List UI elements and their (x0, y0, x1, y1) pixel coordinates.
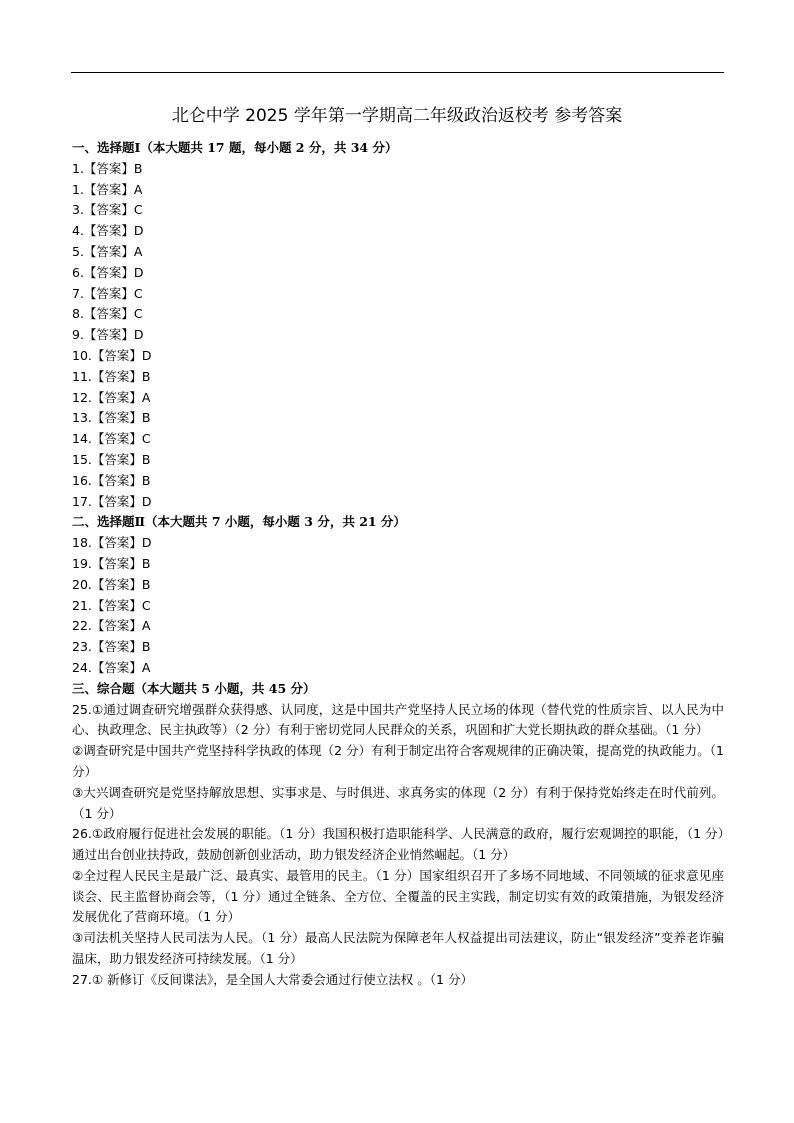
answer-item: 18.【答案】D (72, 535, 152, 551)
answer-item: 21.【答案】C (72, 597, 151, 613)
section-heading-comprehensive: 三、综合题（本大题共 5 小题，共 45 分） (72, 680, 316, 696)
answer-paragraph: ②调查研究是中国共产党坚持科学执政的体现（2 分）有利于制定出符合客观规律的正确决策，提高党的执政能力。（1 分） (72, 743, 724, 779)
answer-item: 5.【答案】A (72, 243, 143, 259)
answer-item: 19.【答案】B (72, 555, 151, 571)
answer-item: 17.【答案】D (72, 493, 152, 509)
answer-item: 4.【答案】D (72, 223, 144, 239)
section-heading-choice-2: 二、选择题Ⅱ（本大题共 7 小题，每小题 3 分，共 21 分） (72, 514, 406, 530)
answer-item: 14.【答案】C (72, 431, 151, 447)
answer-item: 3.【答案】C (72, 202, 143, 218)
answer-item: 7.【答案】C (72, 285, 143, 301)
answer-item: 16.【答案】B (72, 472, 151, 488)
section-heading-choice-1: 一、选择题Ⅰ（本大题共 17 题，每小题 2 分，共 34 分） (72, 140, 398, 155)
answer-item: 10.【答案】D (72, 347, 152, 363)
answer-item: 13.【答案】B (72, 410, 151, 426)
answer-item: 15.【答案】B (72, 451, 151, 467)
answer-paragraph: 27.① 新修订《反间谍法》，是全国人大常委会通过行使立法权 。（1 分） (72, 971, 473, 987)
answer-item: 8.【答案】C (72, 306, 143, 322)
answer-item: 20.【答案】B (72, 576, 151, 592)
answer-paragraph: ③大兴调查研究是党坚持解放思想、实事求是、与时俱进、求真务实的体现（2 分）有利于保持党始终走在时代前列。（1 分） (72, 784, 724, 821)
answer-item: 12.【答案】A (72, 389, 151, 405)
answer-paragraph: 25.①通过调查研究增强群众获得感、认同度，这是中国共产党坚持人民立场的体现（替代党的性质宗旨、以人民为中心、执政理念、民主执政等）（2 分）有利于密切党同人民群众的关系，巩固和扩大党长期执政的群众基础。（1 分） (72, 701, 724, 738)
answer-paragraph: 26.①政府履行促进社会发展的职能。（1 分）我国积极打造职能科学、人民满意的政府，履行宏观调控的职能，（1 分）通过出台创业扶持政，鼓励创新创业活动，助力银发经济企业悄然崛起。（1 分） (72, 826, 724, 863)
answer-key-body (72, 138, 724, 991)
answer-item: 11.【答案】B (72, 368, 151, 384)
answer-item: 9.【答案】D (72, 327, 144, 343)
answer-item: 22.【答案】A (72, 618, 151, 634)
header-rule (71, 72, 724, 73)
answer-item: 1.【答案】B (72, 160, 143, 176)
answer-item: 1.【答案】A (72, 181, 143, 197)
answer-item: 6.【答案】D (72, 264, 144, 280)
page-title: 北仑中学 2025 学年第一学期高二年级政治返校考 参考答案 (171, 106, 623, 126)
answer-paragraph: ②全过程人民民主是最广泛、最真实、最管用的民主。（1 分）国家组织召开了多场不同地域、不同领域的征求意见座谈会、民主监督协商会等，（1 分）通过全链条、全方位、全覆盖的民主实践，制定切实有效的政策措施，为银发经济发展优化了营商环境。（1 分） (72, 867, 724, 925)
answer-item: 24.【答案】A (72, 659, 151, 675)
answer-paragraph: ③司法机关坚持人民司法为人民。（1 分）最高人民法院为保障老年人权益提出司法建议，防止“银发经济”变养老诈骗温床，助力银发经济可持续发展。（1 分） (72, 930, 724, 967)
answer-item: 23.【答案】B (72, 639, 151, 655)
